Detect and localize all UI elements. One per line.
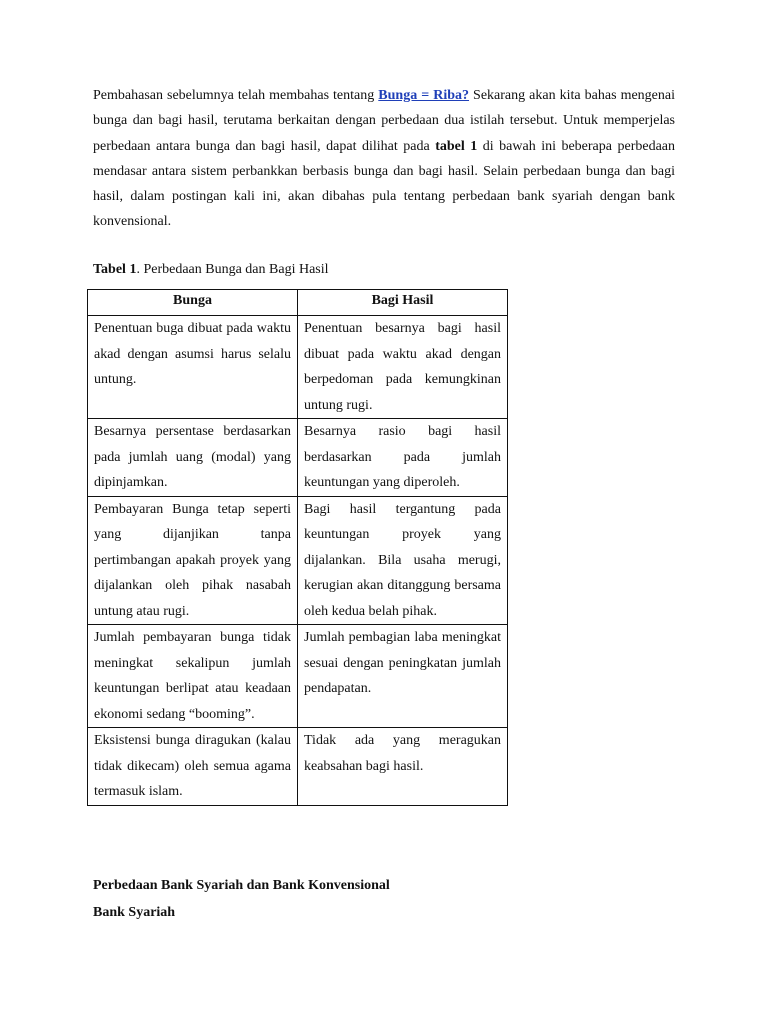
document-page	[93, 83, 676, 920]
table-row	[88, 625, 508, 728]
table-caption-text: . Perbedaan Bunga dan Bagi Hasil	[136, 262, 329, 277]
table-cell-bagi-hasil: Bagi hasil tergantung pada keuntungan proyek yang dijalankan. Bila usaha merugi, kerugian akan ditanggung bersama oleh kedua belah pihak.	[298, 496, 508, 625]
intro-paragraph	[93, 83, 675, 235]
table-reference: tabel 1	[435, 138, 478, 154]
intro-text-2: Sekarang akan kita bahas mengenai bunga dan bagi hasil, terutama berkaitan dengan perbedaan dua istilah tersebut. Untuk memperjelas perbedaan antara bunga dan bagi hasil, dapat dilihat pada	[93, 88, 675, 154]
comparison-table	[87, 289, 508, 806]
header-bagi-hasil: Bagi Hasil	[298, 290, 508, 316]
table-cell-bagi-hasil: Jumlah pembagian laba meningkat sesuai dengan peningkatan jumlah pendapatan.	[298, 625, 508, 728]
section-heading: Perbedaan Bank Syariah dan Bank Konvensional	[93, 878, 390, 893]
table-cell-bagi-hasil: Besarnya rasio bagi hasil berdasarkan pada jumlah keuntungan yang diperoleh.	[298, 419, 508, 497]
intro-text-1: Pembahasan sebelumnya telah membahas tentang	[93, 88, 379, 103]
table-caption-label: Tabel 1	[93, 262, 137, 277]
section-subheading: Bank Syariah	[93, 905, 176, 920]
table-row	[88, 728, 508, 806]
intro-text-3: di bawah ini beberapa perbedaan mendasar antara sistem perbankkan berbasis bunga dan bagi hasil. Selain perbedaan bunga dan bagi hasil, dalam postingan kali ini, akan dibahas pula tentang perbedaan bank syariah dengan bank konvensional.	[93, 138, 676, 230]
link-bunga-riba[interactable]: Bunga = Riba?	[378, 88, 470, 103]
table-cell-bunga: Pembayaran Bunga tetap seperti yang dijanjikan tanpa pertimbangan apakah proyek yang dijalankan oleh pihak nasabah untung atau rugi.	[88, 496, 298, 625]
header-bunga: Bunga	[88, 290, 298, 316]
table-cell-bagi-hasil: Tidak ada yang meragukan keabsahan bagi hasil.	[298, 728, 508, 806]
table-cell-bunga: Besarnya persentase berdasarkan pada jumlah uang (modal) yang dipinjamkan.	[88, 419, 298, 497]
table-header-row	[88, 290, 508, 316]
table-cell-bunga: Penentuan buga dibuat pada waktu akad dengan asumsi harus selalu untung.	[88, 316, 298, 419]
table-cell-bagi-hasil: Penentuan besarnya bagi hasil dibuat pada waktu akad dengan berpedoman pada kemungkinan untung rugi.	[298, 316, 508, 419]
table-row	[88, 419, 508, 497]
table-row	[88, 316, 508, 419]
table-cell-bunga: Eksistensi bunga diragukan (kalau tidak dikecam) oleh semua agama termasuk islam.	[88, 728, 298, 806]
table-cell-bunga: Jumlah pembayaran bunga tidak meningkat sekalipun jumlah keuntungan berlipat atau keadaan ekonomi sedang “booming”.	[88, 625, 298, 728]
table-caption	[93, 261, 329, 279]
table-row	[88, 496, 508, 625]
